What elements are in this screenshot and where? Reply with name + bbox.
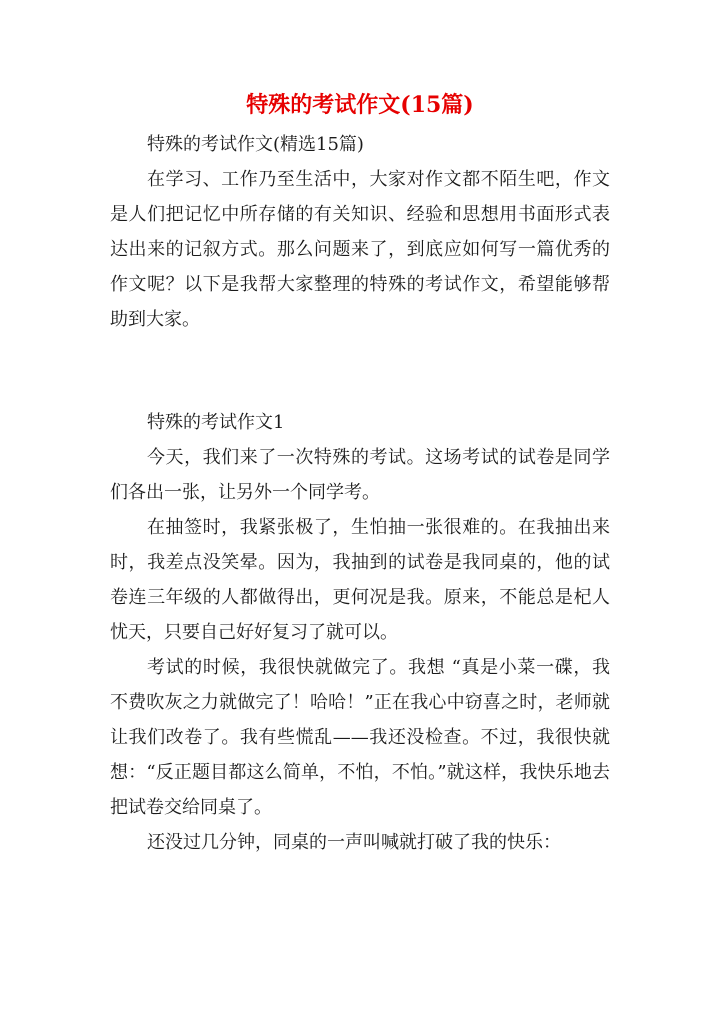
- section-spacer: [110, 337, 610, 405]
- intro-paragraph: 在学习、工作乃至生活中，大家对作文都不陌生吧，作文是人们把记忆中所存储的有关知识、经验和思想用书面形式表达出来的记叙方式。那么问题来了，到底应如何写一篇优秀的作文呢？以下是我帮大家整理的特殊的考试作文，希望能够帮助到大家。: [110, 169, 610, 330]
- document-body: [110, 127, 610, 860]
- subtitle: 特殊的考试作文(精选15篇): [147, 134, 364, 155]
- paragraph: 还没过几分钟，同桌的一声叫喊就打破了我的快乐：: [147, 832, 561, 853]
- section-heading: 特殊的考试作文1: [147, 412, 285, 433]
- document-title: 特殊的考试作文(15篇): [246, 92, 474, 118]
- paragraph: 在抽签时，我紧张极了，生怕抽一张很难的。在我抽出来时，我差点没笑晕。因为，我抽到的试卷是我同桌的，他的试卷连三年级的人都做得出，更何况是我。原来，不能总是杞人忧天，只要自己好好复习了就可以。: [110, 517, 610, 643]
- paragraph: 今天，我们来了一次特殊的考试。这场考试的试卷是同学们各出一张，让另外一个同学考。: [110, 447, 610, 503]
- paragraph: 考试的时候，我很快就做完了。我想 “真是小菜一碟，我不费吹灰之力就做完了！哈哈！”正在我心中窃喜之时，老师就让我们改卷了。我有些慌乱——我还没检查。不过，我很快就想：“反正题目都这么简单，不怕，不怕。”就这样，我快乐地去把试卷交给同桌了。: [110, 657, 610, 818]
